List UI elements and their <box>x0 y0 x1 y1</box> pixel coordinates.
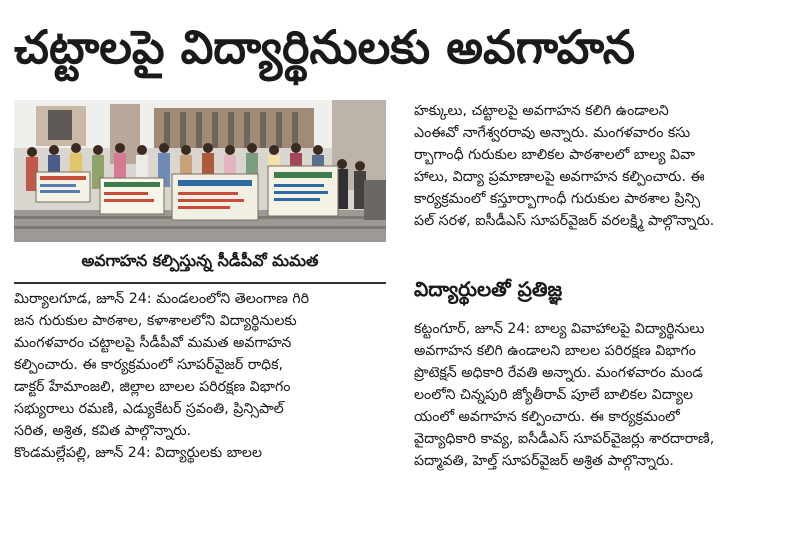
story1-cont-line: హక్కులు, చట్టాలపై అవగాహన కలిగి ఉండాలని <box>414 103 669 119</box>
story1-continued-column <box>414 100 786 232</box>
photo-illustration <box>14 100 386 242</box>
story1-cont-line: ఎంఈవో నాగేశ్వరరావు అన్నారు. మంగళవారం కసు <box>414 125 691 141</box>
news-photo <box>14 100 386 242</box>
story1-line: సభ్యురాలు రమణి, ఎడ్యుకేటర్ స్రవంతి, ప్రిన్సిపాల్ <box>14 401 284 417</box>
story1-cont-line: పల్ సరళ, ఐసీడీఎస్ సూపర్‌వైజర్ వరలక్ష్మి పాల్గొన్నారు. <box>414 213 715 229</box>
story2-column <box>414 318 786 472</box>
story2-line: ప్రొటెక్షన్ అధికారి రేవతి అన్నారు. మంగళవారం మండ <box>414 365 703 381</box>
story2-line: యంలో అవగాహన కల్పించారు. ఈ కార్యక్రమంలో <box>414 409 680 425</box>
story2-subheading: విద్యార్థులతో ప్రతిజ్ఞ <box>414 277 563 301</box>
headline: చట్టాలపై విద్యార్థినులకు అవగాహన <box>14 20 636 74</box>
story1-line: కొండమల్లేపల్లి, జూన్ 24: విద్యార్థులకు బాలల <box>14 445 263 461</box>
story1-cont-line: హాలు, విద్యా ప్రమాణాలపై అవగాహన కల్పించారు. ఈ <box>414 169 705 185</box>
story1-cont-line: కార్యక్రమంలో కస్తూర్బాగాంధీ గురుకుల పాఠశాల ప్రిన్సి <box>414 191 701 207</box>
photo-caption: అవగాహన కల్పిస్తున్న సీడీపీవో మమత <box>81 251 319 270</box>
story1-column <box>14 288 388 464</box>
story1-line: డాక్టర్ హేమాంజలి, జిల్లాల బాలల పరిరక్షణ విభాగం <box>14 379 291 395</box>
story1-line: మంగళవారం చట్టాలపై సీడీపీవో మమత అవగాహన <box>14 335 292 351</box>
caption-rule <box>14 282 386 284</box>
story1-line: కల్పించారు. ఈ కార్యక్రమంలో సూపర్‌వైజర్ రాధిక, <box>14 357 284 373</box>
story1-cont-line: ర్బాగాంధీ గురుకుల బాలికల పాఠశాలలో బాల్య వివా <box>414 147 696 163</box>
story2-line: పద్మావతి, హెల్త్ సూపర్‌వైజర్ అశ్రిత పాల్గొన్నారు. <box>414 453 674 469</box>
story2-line: లంలోని చిన్నపురి జ్యోతీరావ్ పూలే బాలికల విద్యాల <box>414 387 694 403</box>
story1-line: జన గురుకుల పాఠశాల, కళాశాలలోని విద్యార్థినులకు <box>14 313 297 329</box>
story1-line: మిర్యాలగూడ, జూన్ 24: మండలంలోని తెలంగాణ గిరి <box>14 291 310 307</box>
story2-line: కట్టంగూర్, జూన్ 24: బాల్య వివాహాలపై విద్యార్థినులు <box>414 321 705 337</box>
story1-line: సరిత, అశ్రిత, కవిత పాల్గొన్నారు. <box>14 423 192 439</box>
story2-line: వైద్యాధికారి కావ్య, ఐసీడీఎస్ సూపర్‌వైజర్లు శారదారాణి, <box>414 431 715 447</box>
story2-line: అవగాహన కలిగి ఉండాలని బాలల పరిరక్షణ విభాగం <box>414 343 696 359</box>
